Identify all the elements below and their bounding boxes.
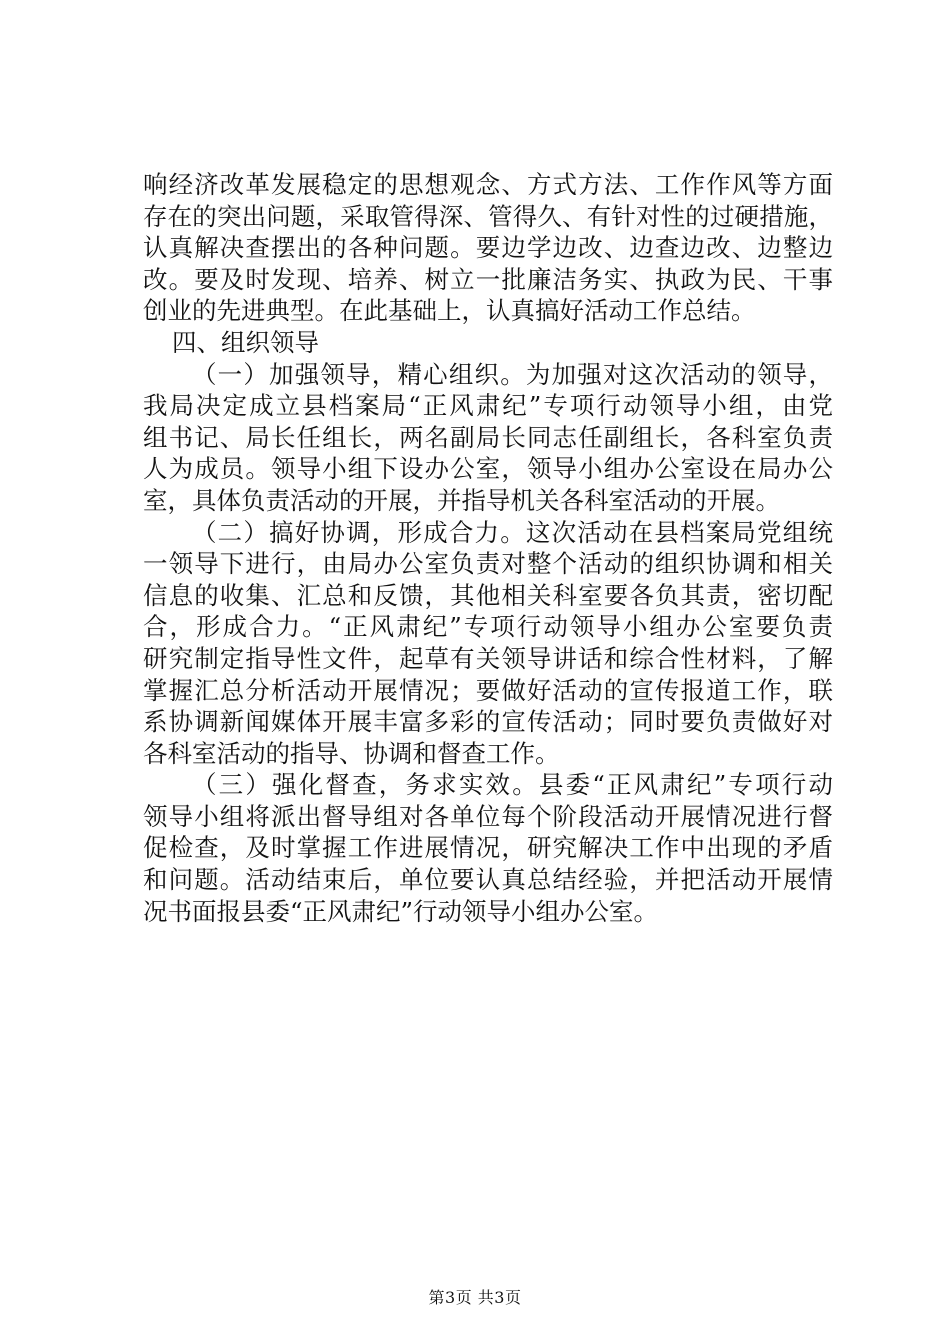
text-line: 存在的突出问题，采取管得深、管得久、有针对性的过硬措施，	[143, 201, 833, 231]
text-line: 信息的收集、汇总和反馈，其他相关科室要各负其责，密切配	[143, 580, 833, 610]
text-line: （一）加强领导，精心组织。为加强对这次活动的领导，	[192, 359, 833, 389]
text-line: 人为成员。领导小组下设办公室，领导小组办公室设在局办公	[143, 454, 833, 484]
text-line: 改。要及时发现、培养、树立一批廉洁务实、执政为民、干事	[143, 264, 833, 294]
text-line: 合，形成合力。“正风肃纪”专项行动领导小组办公室要负责	[143, 612, 833, 642]
text-line: 一领导下进行，由局办公室负责对整个活动的组织协调和相关	[143, 549, 833, 579]
document-body	[143, 169, 833, 927]
text-line: 响经济改革发展稳定的思想观念、方式方法、工作作风等方面	[143, 170, 833, 199]
text-line: 和问题。活动结束后，单位要认真总结经验，并把活动开展情	[143, 865, 833, 895]
section-heading-text: 四、组织领导	[172, 327, 319, 357]
text-line: 领导小组将派出督导组对各单位每个阶段活动开展情况进行督	[143, 801, 833, 831]
text-line: 各科室活动的指导、协调和督查工作。	[143, 738, 560, 768]
paragraph-continuation	[143, 169, 833, 327]
section-heading	[143, 327, 833, 359]
text-line: 况书面报县委“正风肃纪”行动领导小组办公室。	[143, 896, 659, 926]
paragraph-supervision	[143, 769, 833, 927]
text-line: （三）强化督查，务求实效。县委“正风肃纪”专项行动	[192, 770, 833, 800]
page-number-footer: 第3页 共3页	[428, 1288, 522, 1307]
text-line: （二）搞好协调，形成合力。这次活动在县档案局党组统	[192, 517, 833, 547]
paragraph-coordination	[143, 517, 833, 770]
text-line: 掌握汇总分析活动开展情况；要做好活动的宣传报道工作，联	[143, 675, 833, 705]
paragraph-leadership	[143, 359, 833, 517]
text-line: 研究制定指导性文件，起草有关领导讲话和综合性材料，了解	[143, 643, 833, 673]
text-line: 我局决定成立县档案局“正风肃纪”专项行动领导小组，由党	[143, 391, 833, 421]
text-line: 系协调新闻媒体开展丰富多彩的宣传活动；同时要负责做好对	[143, 707, 833, 737]
text-line: 组书记、局长任组长，两名副局长同志任副组长，各科室负责	[143, 422, 833, 452]
text-line: 促检查，及时掌握工作进展情况，研究解决工作中出现的矛盾	[143, 833, 833, 863]
text-line: 认真解决查摆出的各种问题。要边学边改、边查边改、边整边	[143, 233, 833, 263]
text-line: 室，具体负责活动的开展，并指导机关各科室活动的开展。	[143, 485, 780, 515]
text-line: 创业的先进典型。在此基础上，认真搞好活动工作总结。	[143, 296, 756, 326]
